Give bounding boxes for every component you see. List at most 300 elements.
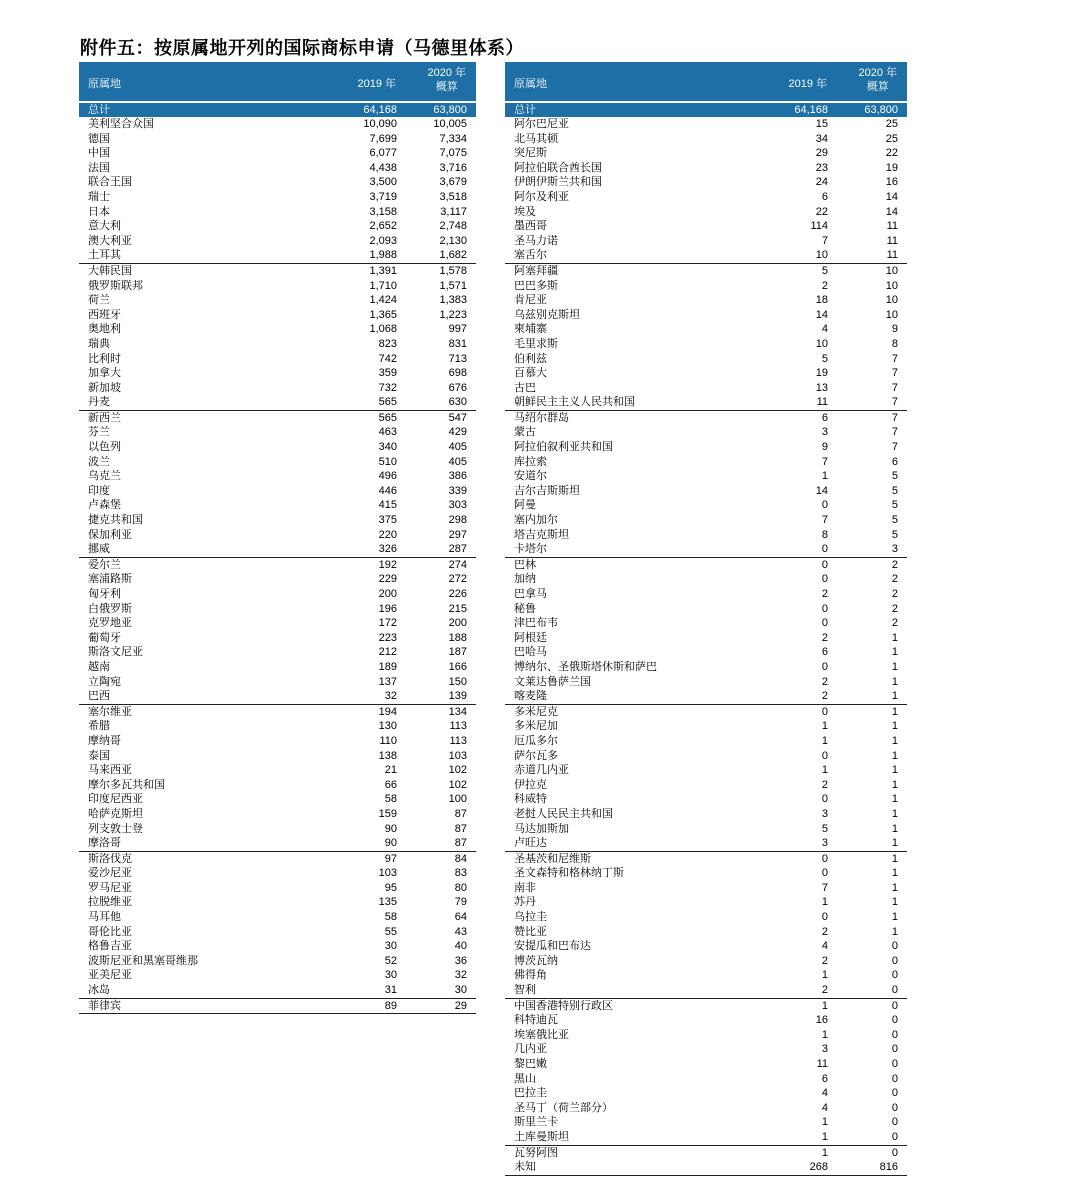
value-2019-cell: 742 bbox=[378, 352, 397, 365]
value-2019-cell: 0 bbox=[821, 617, 828, 630]
table-row bbox=[505, 190, 907, 205]
table-row bbox=[79, 542, 476, 558]
table-row bbox=[505, 425, 907, 440]
value-2019-cell: 1 bbox=[821, 999, 828, 1012]
value-2019-cell: 23 bbox=[815, 161, 828, 174]
value-2020-cell: 3 bbox=[891, 543, 898, 556]
table-row bbox=[505, 836, 907, 852]
right-table bbox=[505, 62, 907, 1176]
value-2019-cell: 7 bbox=[821, 455, 828, 468]
table-row bbox=[505, 675, 907, 690]
value-2019-cell: 1 bbox=[821, 1116, 828, 1129]
value-2019-cell: 1 bbox=[821, 720, 828, 733]
table-row bbox=[505, 1130, 907, 1146]
table-row bbox=[79, 484, 476, 499]
origin-cell: 圣基茨和尼维斯 bbox=[514, 852, 591, 865]
value-2019-cell: 3 bbox=[821, 807, 828, 820]
value-2019-cell: 3 bbox=[821, 1043, 828, 1056]
total-2019: 64,168 bbox=[363, 104, 397, 116]
value-2019-cell: 340 bbox=[378, 441, 397, 454]
value-2019-cell: 223 bbox=[378, 631, 397, 644]
table-row bbox=[79, 999, 476, 1015]
value-2019-cell: 212 bbox=[378, 646, 397, 659]
table-row bbox=[79, 734, 476, 749]
origin-cell: 哥伦比亚 bbox=[88, 925, 132, 938]
origin-cell: 美利坚合众国 bbox=[88, 118, 154, 130]
origin-cell: 科特迪瓦 bbox=[514, 1014, 558, 1027]
value-2020-cell: 5 bbox=[891, 484, 898, 497]
value-2020-cell: 0 bbox=[891, 1116, 898, 1129]
value-2019-cell: 200 bbox=[378, 588, 397, 600]
origin-cell: 加拿大 bbox=[88, 367, 121, 380]
value-2020-cell: 5 bbox=[891, 470, 898, 483]
value-2020-cell: 698 bbox=[448, 367, 467, 380]
origin-cell: 马达加斯加 bbox=[514, 822, 569, 835]
origin-cell: 老挝人民民主共和国 bbox=[514, 807, 613, 820]
value-2019-cell: 1 bbox=[821, 969, 828, 982]
origin-cell: 伊拉克 bbox=[514, 778, 547, 791]
value-2020-cell: 200 bbox=[448, 617, 467, 630]
origin-cell: 赤道几内亚 bbox=[514, 764, 569, 777]
value-2019-cell: 97 bbox=[384, 852, 397, 865]
value-2019-cell: 29 bbox=[815, 147, 828, 160]
value-2020-cell: 547 bbox=[448, 411, 467, 424]
header-2019: 2019 年 bbox=[357, 78, 396, 90]
origin-cell: 突尼斯 bbox=[514, 147, 547, 160]
table-row bbox=[505, 866, 907, 881]
origin-cell: 冰岛 bbox=[88, 984, 110, 997]
origin-cell: 以色列 bbox=[88, 441, 121, 454]
table-row bbox=[79, 866, 476, 881]
origin-cell: 白俄罗斯 bbox=[88, 602, 132, 615]
value-2020-cell: 0 bbox=[891, 969, 898, 982]
table-row bbox=[505, 587, 907, 602]
table-row bbox=[79, 513, 476, 528]
table-row bbox=[505, 175, 907, 190]
value-2020-cell: 1 bbox=[891, 807, 898, 820]
origin-cell: 波兰 bbox=[88, 455, 110, 468]
value-2019-cell: 0 bbox=[821, 911, 828, 924]
table-row bbox=[505, 308, 907, 323]
value-2019-cell: 1 bbox=[821, 734, 828, 747]
table-row bbox=[505, 132, 907, 147]
value-2019-cell: 510 bbox=[378, 455, 397, 468]
value-2020-cell: 1,682 bbox=[439, 249, 467, 262]
table-row bbox=[79, 528, 476, 543]
value-2019-cell: 0 bbox=[821, 543, 828, 556]
origin-cell: 塞内加尔 bbox=[514, 514, 558, 527]
origin-cell: 吉尔吉斯斯坦 bbox=[514, 484, 580, 497]
value-2020-cell: 84 bbox=[454, 852, 467, 865]
table-row bbox=[79, 440, 476, 455]
value-2020-cell: 1 bbox=[891, 660, 898, 673]
origin-cell: 毛里求斯 bbox=[514, 337, 558, 350]
origin-cell: 阿根廷 bbox=[514, 631, 547, 644]
value-2020-cell: 0 bbox=[891, 1146, 898, 1159]
value-2020-cell: 386 bbox=[448, 470, 467, 483]
value-2019-cell: 189 bbox=[378, 660, 397, 673]
table-row bbox=[79, 852, 476, 867]
value-2020-cell: 405 bbox=[448, 441, 467, 454]
table-row bbox=[79, 219, 476, 234]
origin-cell: 黑山 bbox=[514, 1072, 536, 1085]
origin-cell: 智利 bbox=[514, 984, 536, 997]
value-2020-cell: 87 bbox=[454, 837, 467, 850]
value-2020-cell: 1 bbox=[891, 925, 898, 938]
table-row bbox=[505, 792, 907, 807]
value-2020-cell: 8 bbox=[891, 337, 898, 350]
table-row bbox=[79, 983, 476, 999]
value-2019-cell: 5 bbox=[821, 264, 828, 277]
value-2020-cell: 0 bbox=[891, 1014, 898, 1027]
origin-cell: 菲律宾 bbox=[88, 999, 121, 1012]
origin-cell: 科威特 bbox=[514, 793, 547, 806]
table-row bbox=[79, 763, 476, 778]
origin-cell: 新西兰 bbox=[88, 411, 121, 424]
value-2019-cell: 1,391 bbox=[369, 264, 397, 277]
table-row bbox=[79, 631, 476, 646]
total-row bbox=[79, 103, 476, 117]
table-row bbox=[79, 132, 476, 147]
value-2019-cell: 3,719 bbox=[369, 190, 397, 203]
value-2019-cell: 7 bbox=[821, 881, 828, 894]
left-table-body bbox=[79, 117, 476, 1014]
value-2019-cell: 823 bbox=[378, 337, 397, 350]
value-2020-cell: 1 bbox=[891, 778, 898, 791]
value-2020-cell: 1 bbox=[891, 705, 898, 718]
table-row bbox=[79, 881, 476, 896]
value-2020-cell: 150 bbox=[448, 675, 467, 688]
origin-cell: 蒙古 bbox=[514, 426, 536, 439]
origin-cell: 苏丹 bbox=[514, 896, 536, 909]
table-row bbox=[79, 968, 476, 983]
origin-cell: 安道尔 bbox=[514, 470, 547, 483]
value-2020-cell: 2,748 bbox=[439, 220, 467, 233]
value-2020-cell: 0 bbox=[891, 1043, 898, 1056]
value-2019-cell: 130 bbox=[378, 720, 397, 733]
origin-cell: 保加利亚 bbox=[88, 528, 132, 541]
table-row bbox=[505, 1160, 907, 1176]
value-2020-cell: 1 bbox=[891, 749, 898, 762]
total-2019: 64,168 bbox=[794, 104, 828, 116]
value-2019-cell: 0 bbox=[821, 705, 828, 718]
value-2019-cell: 10 bbox=[815, 337, 828, 350]
value-2020-cell: 405 bbox=[448, 455, 467, 468]
header-origin: 原属地 bbox=[88, 78, 121, 90]
origin-cell: 塞浦路斯 bbox=[88, 573, 132, 586]
value-2019-cell: 496 bbox=[378, 470, 397, 483]
origin-cell: 黎巴嫩 bbox=[514, 1058, 547, 1070]
origin-cell: 波斯尼亚和黑塞哥维那 bbox=[88, 954, 198, 967]
value-2020-cell: 64 bbox=[454, 911, 467, 924]
value-2019-cell: 2 bbox=[821, 588, 828, 600]
table-row bbox=[505, 1101, 907, 1116]
table-row bbox=[505, 205, 907, 220]
table-row bbox=[79, 234, 476, 249]
value-2019-cell: 3 bbox=[821, 837, 828, 850]
origin-cell: 拉脱维亚 bbox=[88, 896, 132, 909]
origin-cell: 巴西 bbox=[88, 690, 110, 703]
origin-cell: 萨尔瓦多 bbox=[514, 749, 558, 762]
table-row bbox=[79, 616, 476, 631]
value-2020-cell: 303 bbox=[448, 499, 467, 512]
value-2020-cell: 0 bbox=[891, 940, 898, 953]
table-row bbox=[505, 337, 907, 352]
origin-cell: 埃塞俄比亚 bbox=[514, 1028, 569, 1041]
origin-cell: 阿塞拜疆 bbox=[514, 264, 558, 277]
origin-cell: 新加坡 bbox=[88, 381, 121, 394]
table-header bbox=[505, 62, 907, 101]
value-2020-cell: 83 bbox=[454, 867, 467, 880]
table-row bbox=[79, 749, 476, 764]
table-row bbox=[79, 117, 476, 132]
value-2020-cell: 2,130 bbox=[439, 234, 467, 247]
table-row bbox=[505, 1146, 907, 1161]
table-row bbox=[79, 910, 476, 925]
origin-cell: 希腊 bbox=[88, 720, 110, 733]
value-2020-cell: 14 bbox=[885, 190, 898, 203]
origin-cell: 乌克兰 bbox=[88, 470, 121, 483]
value-2019-cell: 375 bbox=[378, 514, 397, 527]
value-2020-cell: 287 bbox=[448, 543, 467, 556]
header-2020-line2: 概算 bbox=[435, 81, 458, 93]
value-2019-cell: 172 bbox=[378, 617, 397, 630]
value-2020-cell: 7 bbox=[891, 367, 898, 380]
origin-cell: 南非 bbox=[514, 881, 536, 894]
table-row bbox=[505, 513, 907, 528]
value-2020-cell: 25 bbox=[885, 118, 898, 130]
table-row bbox=[505, 498, 907, 513]
value-2019-cell: 463 bbox=[378, 426, 397, 439]
value-2020-cell: 1,578 bbox=[439, 264, 467, 277]
value-2019-cell: 359 bbox=[378, 367, 397, 380]
table-row bbox=[505, 572, 907, 587]
value-2019-cell: 0 bbox=[821, 749, 828, 762]
table-row bbox=[79, 322, 476, 337]
origin-cell: 爱沙尼亚 bbox=[88, 867, 132, 880]
value-2019-cell: 268 bbox=[809, 1161, 828, 1174]
origin-cell: 佛得角 bbox=[514, 969, 547, 982]
table-row bbox=[79, 778, 476, 793]
value-2019-cell: 2 bbox=[821, 690, 828, 703]
value-2020-cell: 14 bbox=[885, 205, 898, 218]
origin-cell: 博茨瓦纳 bbox=[514, 954, 558, 967]
origin-cell: 芬兰 bbox=[88, 426, 110, 439]
value-2020-cell: 10 bbox=[885, 308, 898, 321]
origin-cell: 俄罗斯联邦 bbox=[88, 279, 143, 292]
value-2019-cell: 137 bbox=[378, 675, 397, 688]
value-2019-cell: 55 bbox=[384, 925, 397, 938]
value-2019-cell: 0 bbox=[821, 867, 828, 880]
table-row bbox=[505, 528, 907, 543]
table-row bbox=[79, 558, 476, 573]
value-2020-cell: 16 bbox=[885, 176, 898, 189]
table-row bbox=[79, 352, 476, 367]
table-row bbox=[505, 411, 907, 426]
value-2020-cell: 7 bbox=[891, 381, 898, 394]
origin-cell: 巴拿马 bbox=[514, 588, 547, 600]
table-row bbox=[79, 411, 476, 426]
table-row bbox=[505, 440, 907, 455]
table-row bbox=[505, 469, 907, 484]
origin-cell: 中国 bbox=[88, 147, 110, 160]
origin-cell: 挪威 bbox=[88, 543, 110, 556]
value-2019-cell: 110 bbox=[379, 734, 397, 747]
table-row bbox=[505, 1042, 907, 1057]
table-row bbox=[79, 939, 476, 954]
value-2020-cell: 11 bbox=[886, 249, 898, 262]
origin-cell: 立陶宛 bbox=[88, 675, 121, 688]
value-2020-cell: 40 bbox=[454, 940, 467, 953]
value-2019-cell: 7 bbox=[821, 514, 828, 527]
value-2020-cell: 0 bbox=[891, 1101, 898, 1114]
value-2020-cell: 22 bbox=[885, 147, 898, 160]
table-row bbox=[505, 852, 907, 867]
table-row bbox=[505, 264, 907, 279]
header-2019: 2019 年 bbox=[788, 78, 827, 90]
table-row bbox=[79, 645, 476, 660]
table-row bbox=[79, 807, 476, 822]
value-2020-cell: 7,075 bbox=[439, 147, 467, 160]
value-2019-cell: 2 bbox=[821, 675, 828, 688]
table-row bbox=[505, 1057, 907, 1072]
value-2020-cell: 630 bbox=[448, 396, 467, 409]
table-row bbox=[505, 1028, 907, 1043]
right-table-body bbox=[505, 117, 907, 1176]
origin-cell: 巴林 bbox=[514, 558, 536, 571]
value-2020-cell: 3,117 bbox=[440, 205, 467, 218]
origin-cell: 摩洛哥 bbox=[88, 837, 121, 850]
value-2019-cell: 1,068 bbox=[369, 323, 397, 336]
table-row bbox=[79, 498, 476, 513]
value-2019-cell: 1 bbox=[821, 1130, 828, 1143]
value-2020-cell: 2 bbox=[891, 588, 898, 600]
table-row bbox=[505, 763, 907, 778]
value-2020-cell: 1 bbox=[891, 675, 898, 688]
value-2019-cell: 7 bbox=[821, 234, 828, 247]
origin-cell: 多米尼克 bbox=[514, 705, 558, 718]
origin-cell: 克罗地亚 bbox=[88, 617, 132, 630]
origin-cell: 墨西哥 bbox=[514, 220, 547, 233]
value-2020-cell: 166 bbox=[448, 660, 467, 673]
origin-cell: 比利时 bbox=[88, 352, 121, 365]
origin-cell: 巴巴多斯 bbox=[514, 279, 558, 292]
origin-cell: 意大利 bbox=[88, 220, 121, 233]
origin-cell: 卢森堡 bbox=[88, 499, 121, 512]
value-2019-cell: 138 bbox=[378, 749, 397, 762]
origin-cell: 瑞士 bbox=[88, 190, 110, 203]
value-2019-cell: 159 bbox=[378, 807, 397, 820]
value-2019-cell: 6 bbox=[821, 190, 828, 203]
value-2019-cell: 6 bbox=[821, 1072, 828, 1085]
table-row bbox=[505, 1086, 907, 1101]
value-2019-cell: 30 bbox=[384, 969, 397, 982]
value-2019-cell: 114 bbox=[810, 220, 828, 233]
table-row bbox=[79, 572, 476, 587]
value-2019-cell: 34 bbox=[815, 132, 828, 145]
value-2020-cell: 7 bbox=[891, 441, 898, 454]
value-2019-cell: 10 bbox=[815, 249, 828, 262]
value-2020-cell: 5 bbox=[891, 528, 898, 541]
origin-cell: 奥地利 bbox=[88, 323, 121, 336]
origin-cell: 喀麦隆 bbox=[514, 690, 547, 703]
table-row bbox=[79, 425, 476, 440]
origin-cell: 加纳 bbox=[514, 573, 536, 586]
origin-cell: 大韩民国 bbox=[88, 264, 132, 277]
value-2020-cell: 831 bbox=[448, 337, 467, 350]
table-row bbox=[505, 602, 907, 617]
value-2019-cell: 16 bbox=[815, 1014, 828, 1027]
origin-cell: 斯洛伐克 bbox=[88, 852, 132, 865]
origin-cell: 文莱达鲁萨兰国 bbox=[514, 675, 591, 688]
origin-cell: 西班牙 bbox=[88, 308, 121, 321]
value-2020-cell: 3,518 bbox=[439, 190, 467, 203]
origin-cell: 埃及 bbox=[514, 205, 536, 218]
value-2020-cell: 713 bbox=[448, 352, 467, 365]
value-2020-cell: 11 bbox=[886, 220, 898, 233]
origin-cell: 马耳他 bbox=[88, 911, 121, 924]
value-2020-cell: 274 bbox=[448, 558, 467, 571]
value-2020-cell: 10 bbox=[885, 279, 898, 292]
table-row bbox=[79, 925, 476, 940]
table-row bbox=[505, 689, 907, 705]
value-2019-cell: 10,090 bbox=[363, 118, 397, 130]
table-row bbox=[505, 778, 907, 793]
value-2019-cell: 95 bbox=[384, 881, 397, 894]
origin-cell: 阿拉伯叙利亚共和国 bbox=[514, 441, 613, 454]
table-row bbox=[505, 352, 907, 367]
value-2020-cell: 36 bbox=[454, 954, 467, 967]
origin-cell: 百慕大 bbox=[514, 367, 547, 380]
left-table bbox=[79, 62, 476, 1014]
value-2019-cell: 90 bbox=[384, 837, 397, 850]
value-2020-cell: 0 bbox=[891, 1087, 898, 1100]
origin-cell: 乌拉圭 bbox=[514, 911, 547, 924]
value-2019-cell: 52 bbox=[384, 954, 397, 967]
table-row bbox=[79, 705, 476, 720]
value-2019-cell: 58 bbox=[384, 911, 397, 924]
table-row bbox=[505, 117, 907, 132]
origin-cell: 泰国 bbox=[88, 749, 110, 762]
origin-cell: 瑞典 bbox=[88, 337, 110, 350]
table-row bbox=[79, 279, 476, 294]
total-2020: 63,800 bbox=[433, 104, 467, 116]
value-2020-cell: 1,383 bbox=[439, 294, 467, 307]
table-row bbox=[505, 705, 907, 720]
total-label: 总计 bbox=[88, 104, 110, 116]
table-row bbox=[79, 308, 476, 323]
origin-cell: 厄瓜多尔 bbox=[514, 734, 558, 747]
origin-cell: 卢旺达 bbox=[514, 837, 547, 850]
origin-cell: 几内亚 bbox=[514, 1043, 547, 1056]
value-2020-cell: 7 bbox=[891, 411, 898, 424]
value-2020-cell: 139 bbox=[448, 690, 467, 703]
value-2020-cell: 3,716 bbox=[439, 161, 467, 174]
value-2020-cell: 1 bbox=[891, 881, 898, 894]
value-2019-cell: 13 bbox=[815, 381, 828, 394]
table-row bbox=[79, 954, 476, 969]
value-2019-cell: 8 bbox=[821, 528, 828, 541]
origin-cell: 摩尔多瓦共和国 bbox=[88, 778, 165, 791]
value-2019-cell: 2 bbox=[821, 279, 828, 292]
table-row bbox=[505, 895, 907, 910]
value-2020-cell: 6 bbox=[891, 455, 898, 468]
table-row bbox=[505, 1013, 907, 1028]
value-2019-cell: 0 bbox=[821, 852, 828, 865]
value-2020-cell: 7,334 bbox=[439, 132, 467, 145]
value-2020-cell: 1 bbox=[891, 911, 898, 924]
origin-cell: 中国香港特别行政区 bbox=[514, 999, 613, 1012]
